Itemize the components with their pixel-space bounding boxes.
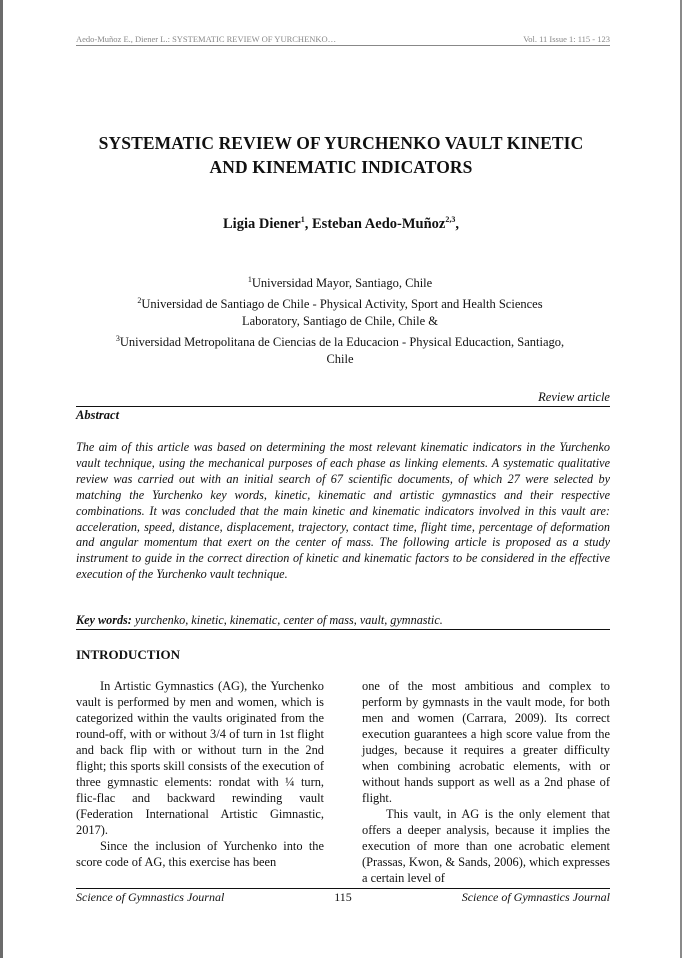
affiliation-2-line2: Laboratory, Santiago de Chile, Chile & [241, 314, 439, 329]
abstract-heading: Abstract [76, 408, 120, 422]
paper-title-line1: SYSTEMATIC REVIEW OF YURCHENKO VAULT KINETIC [98, 133, 584, 153]
author-list [60, 215, 622, 233]
affiliation-2-mark: 2 [137, 296, 142, 306]
affiliation-1-mark: 1 [247, 275, 252, 284]
page-number: 115 [334, 890, 352, 904]
body-column-left [76, 678, 324, 870]
intro-paragraph-3: This vault, in AG is the only element that offers a deeper analysis, because it implies the execution of more than one acrobatic element (Prassas, Kwon, & Sands, 2006), which expresses a certain level of [362, 807, 610, 885]
author-separator: , [304, 215, 312, 232]
keywords [76, 613, 610, 630]
intro-paragraph-2: Since the inclusion of Yurchenko into the score code of AG, this exercise has been [76, 839, 324, 869]
affiliation-1 [90, 271, 590, 292]
author-1-affiliation-mark: 1 [300, 215, 305, 224]
running-header-right: Vol. 11 Issue 1: 115 - 123 [523, 34, 610, 44]
paper-title [60, 131, 622, 179]
affiliation-3-line1 [90, 330, 590, 351]
page-footer [76, 888, 610, 905]
paper-title-line2: AND KINEMATIC INDICATORS [209, 157, 473, 177]
running-header [76, 34, 610, 46]
affiliation-3-mark: 3 [115, 334, 120, 344]
abstract-body: The aim of this article was based on determining the most relevant kinematic indicators in the Yurchenko vault technique, using the mechanical purposes of each phase as linking elements. A systematic qualitative review was carried out with an initial search of 67 scientific documents, of which 27 were selected by matching the Yurchenko key words, kinetic, kinematic and artistic gymnastics and their respective combinations. It was concluded that the main kinetic and kinematic indicators involved in this vault are: acceleration, speed, distance, displacement, trajectory, contact time, flight time, percentage of deformation and angular momentum that exert on the center of mass. The following article is proposed as a study instrument to guide in the correct direction of kinetic and kinematic factors to be considered in the effective execution of the Yurchenko vault technique. [76, 440, 610, 582]
keywords-label: Key words: [76, 613, 132, 627]
affiliation-2-text: Universidad de Santiago de Chile - Physical Activity, Sport and Health Sciences [141, 297, 543, 312]
intro-paragraph-2-continued: one of the most ambitious and complex to perform by gymnasts in the vault mode, for both men and women (Carrara, 2009). Its correct execution guarantees a high score value from the judges, because it requires a greater difficulty when combining acrobatic elements, with or without hands support as well as a 2nd phase of flight. [362, 679, 610, 805]
footer-journal-left: Science of Gymnastics Journal [76, 890, 225, 904]
author-trailing-comma: , [455, 215, 459, 232]
affiliation-2-line1 [90, 292, 590, 313]
article-type: Review article [76, 390, 610, 407]
page-left-edge [0, 0, 3, 958]
introduction-heading: INTRODUCTION [76, 647, 181, 662]
affiliation-3-text: Universidad Metropolitana de Ciencias de la Educacion - Physical Educaction, Santiago, [119, 335, 565, 350]
body-column-right [362, 678, 610, 886]
author-2-affiliation-mark: 2,3 [445, 215, 456, 224]
intro-paragraph-1: In Artistic Gymnastics (AG), the Yurchenko vault is performed by men and women, which is categorized within the vaults originated from the round-off, with or without 3/4 of turn in 1st flight and back flip with or without turn in the 2nd flight; this sports skill consists of the execution of three gymnastic elements: rondat with ¼ turn, flic-flac and backward rewinding vault (Federation International Artistic Gimnastic, 2017). [76, 679, 324, 837]
author-2-name: Esteban Aedo-Muñoz [312, 215, 446, 232]
keywords-text: yurchenko, kinetic, kinematic, center of mass, vault, gymnastic. [131, 613, 443, 627]
affiliation-1-text: Universidad Mayor, Santiago, Chile [251, 276, 433, 291]
affiliations [90, 271, 590, 368]
author-1-name: Ligia Diener [223, 215, 301, 232]
footer-journal-right: Science of Gymnastics Journal [461, 890, 610, 904]
running-header-left: Aedo-Muñoz E., Diener L.: SYSTEMATIC REVIEW OF YURCHENKO… [76, 34, 337, 44]
affiliation-3-line2: Chile [326, 352, 354, 367]
